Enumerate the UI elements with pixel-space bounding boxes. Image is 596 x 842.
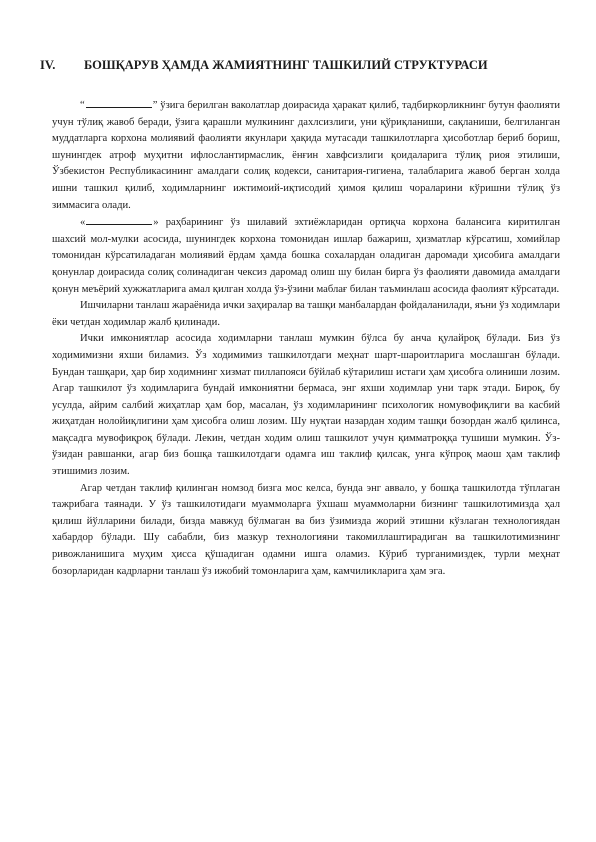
- blank-field: [86, 97, 152, 108]
- section-heading: [40, 58, 560, 73]
- blank-field: [86, 214, 152, 225]
- close-quote: »: [153, 217, 159, 229]
- body-text: [52, 97, 560, 580]
- open-quote: «: [80, 217, 86, 229]
- paragraph-3: Ишчиларни танлаш жараёнида ички заҳиралар ва ташқи манбалардан фойдаланилади, яъни ўз ходимлари ёки четдан ходимлар жалб қилинади.: [52, 300, 560, 328]
- paragraph-2: [52, 214, 560, 298]
- paragraph-5: Агар четдан таклиф қилинган номзод бизга мос келса, бунда энг аввало, у бошқа ташкилотда тўплаган тажрибага таянади. У ўз ташкилотидаги муаммоларга ўхшаш муаммоларни бизнинг ташкилотимизда ҳал қилиш йўлларини билади, бизда мавжуд бўлмаган ва биз ўзимизда жорий этишни кўзлаган технологиядан хабардор бўлади. Шу сабабли, биз мазкур технологияни такомиллаштирадиган ва ташкилотимизнинг ривожланишига муҳим ҳисса қўшадиган одамни ишга оламиз. Кўриб турганимиздек, турли меҳнат бозорларидан кадрларни танлаш ўз ижобий томонларига ҳам, камчиликларига ҳам эга.: [52, 482, 560, 577]
- paragraph-text: раҳбарининг ўз шилавий эхтиёжларидан ортиқча корхона балансига киритилган шахсий мол-мулки асосида, шунингдек корхона томонидан ишлар бажариш, ҳизматлар кўрсатиш, хомийлар томонидан кўрсатиладаган молиявий ёрдам ҳамда бошка сохалардан оладиган даромади ҳисобига амалдаги қонунлар доирасида солиқ солинадиган чексиз даромад олиш шу билан бирга ўз фаолияти давомида амалдаги қонун меъёрий хужжатларига амал қилган холда ўз-ўзини маблағ билан таъминлаш асосида фаолият кўрсатади.: [52, 217, 560, 295]
- paragraph-1: [52, 97, 560, 214]
- paragraph-4: Ички имкониятлар асосида ходимларни танлаш мумкин бўлса бу анча қулайроқ бўлади. Биз ўз ходимимизни яхши биламиз. Ўз ходимимиз ташкилотдаги меҳнат шарт-шароитларига мослашган бўлади. Бундан ташқари, ҳар бир ходимнинг хизмат пиллапояси бўйлаб кўтарилиш истаги ҳам ҳисобга олиниши лозим. Агар ташкилот ўз ходимларига бундай имкониятни бермаса, энг яхши ходимлар уни тарк этади. Бироқ, бу усулда, айрим салбий жиҳатлар ҳам бор, масалан, ўз ходимларининг психологик номувофиқлиги ва касбий жиҳатдан нолойиқлигини ҳам ҳисобга олиш лозим. Шу нуқтаи назардан ходим ташқи бозордан жалб қилинса, мақсадга мувофиқроқ бўлади. Лекин, четдан ходим олиш ташкилот учун қимматроққа тушиши мумкин. Ўз-ўзидан равшанки, агар биз бошқа ташкилотдаги одамга иш таклиф қилсак, унга кўпроқ маош ҳам таклиф этишимиз лозим.: [52, 333, 560, 478]
- section-title: БОШҚАРУВ ҲАМДА ЖАМИЯТНИНГ ТАШКИЛИЙ СТРУКТУРАСИ: [84, 58, 488, 72]
- close-quote: ”: [152, 100, 158, 111]
- section-number: IV.: [40, 58, 56, 72]
- paragraph-text: ўзига берилган ваколатлар доирасида ҳаракат қилиб, тадбиркорликнинг бутун фаолияти учун тўлиқ жавоб беради, ўзига қарашли мулкининг дахлсизлиги, уни қўриқланиши, сақланиши, белгиланган муддатларга корхона молиявий фаолияти якунлари ҳақида мутасади ташкилотларга ҳисоботлар бериб бориш, шунингдек атроф муҳитни ифлослантирмаслик, ёнғин хавфсизлиги қоидаларига тўлиқ риоя этилиши, Ўзбекистон Республикасининг амалдаги солиқ кодекси, санитария-гигиена, талабларига жавоб берган холда ишни ташкил қилиб, ходимларнинг ижтимоий-иқтисодий ҳимоя қилиш чораларини кўришни тўлиқ ўз зиммасига олади.: [52, 100, 560, 211]
- open-quote: “: [80, 100, 85, 111]
